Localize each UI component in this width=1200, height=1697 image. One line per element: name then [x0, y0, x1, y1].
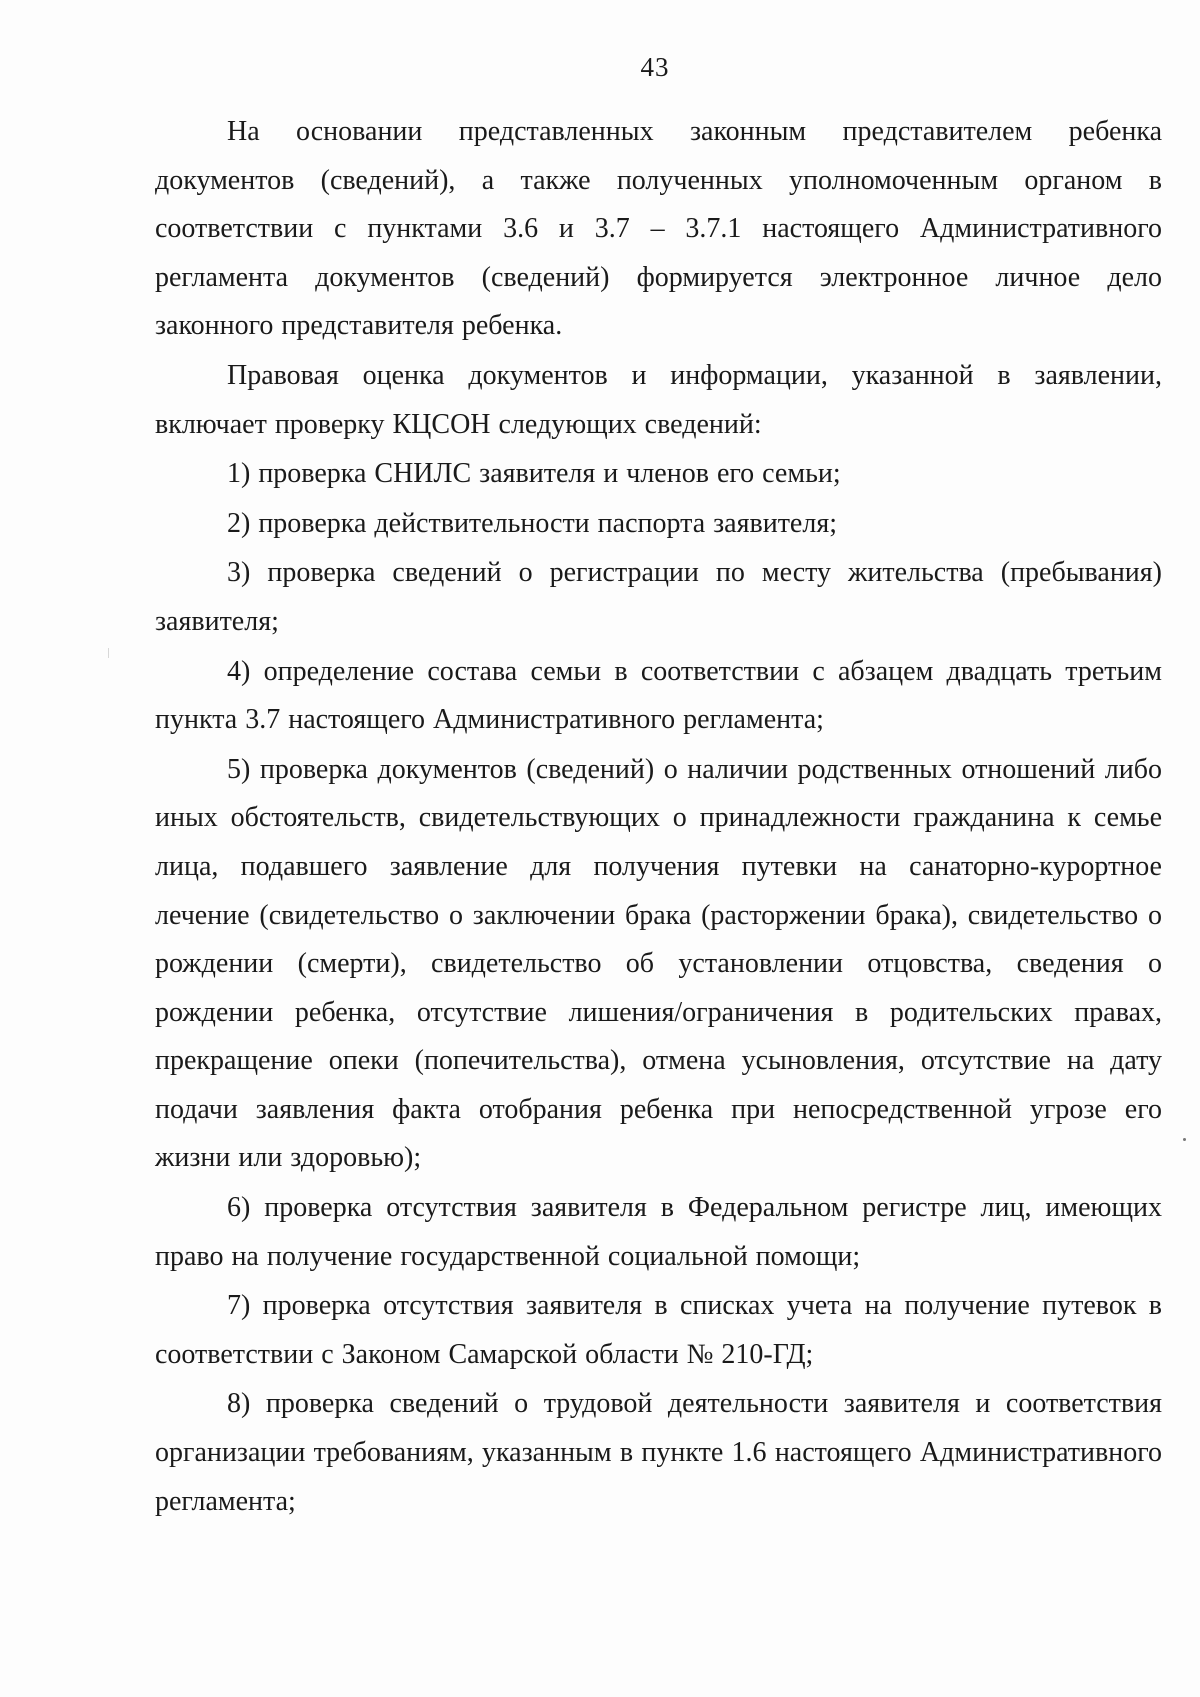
list-item-passport-check: 2) проверка действительности паспорта заявителя; — [227, 507, 837, 539]
list-item-snils-check: 1) проверка СНИЛС заявителя и членов его семьи; — [227, 458, 841, 490]
document-body — [155, 108, 1162, 1527]
list-item-voucher-lists-check: 7) проверка отсутствия заявителя в списках учета на получение путевок в соответствии с Законом Самарской области № 210-ГД; — [155, 1290, 1162, 1370]
list-item-kinship-documents: 5) проверка документов (сведений) о наличии родственных отношений либо иных обстоятельств, свидетельствующих о принадлежности гражданина к семье лица, подавшего заявление для получения путевки на санаторно-курортное лечение (свидетельство о заключении брака (расторжении брака), свидетельство о рождении (смерти), свидетельство об установлении отцовства, сведения о рождении ребенка, отсутствие лишения/ограничения в родительских правах, прекращение опеки (попечительства), отмена усыновления, отсутствие на дату подачи заявления факта отобрания ребенка при непосредственной угрозе его жизни или здоровью); — [155, 753, 1162, 1174]
list-item-family-composition: 4) определение состава семьи в соответствии с абзацем двадцать третьим пункта 3.7 настоящего Административного регламента; — [155, 655, 1162, 736]
list-item-registration-check: 3) проверка сведений о регистрации по месту жительства (пребывания) заявителя; — [155, 557, 1162, 637]
page-number: 43 — [640, 52, 670, 82]
list-item-employment-check: 8) проверка сведений о трудовой деятельности заявителя и соответствия организации требованиям, указанным в пункте 1.6 настоящего Административного регламента; — [155, 1388, 1162, 1517]
scan-artifact-dot — [1183, 1138, 1186, 1141]
list-item-federal-register-check: 6) проверка отсутствия заявителя в Федеральном регистре лиц, имеющих право на получение государственной социальной помощи; — [155, 1192, 1162, 1272]
paragraph-personal-file: На основании представленных законным представителем ребенка документов (сведений), а также полученных уполномоченным органом в соответствии с пунктами 3.6 и 3.7 – 3.7.1 настоящего Административного регламента документов (сведений) формируется электронное личное дело законного представителя ребенка. — [155, 116, 1162, 342]
paragraph-legal-assessment: Правовая оценка документов и информации, указанной в заявлении, включает проверку КЦСОН следующих сведений: — [155, 359, 1162, 440]
scan-artifact-mark — [108, 648, 109, 658]
